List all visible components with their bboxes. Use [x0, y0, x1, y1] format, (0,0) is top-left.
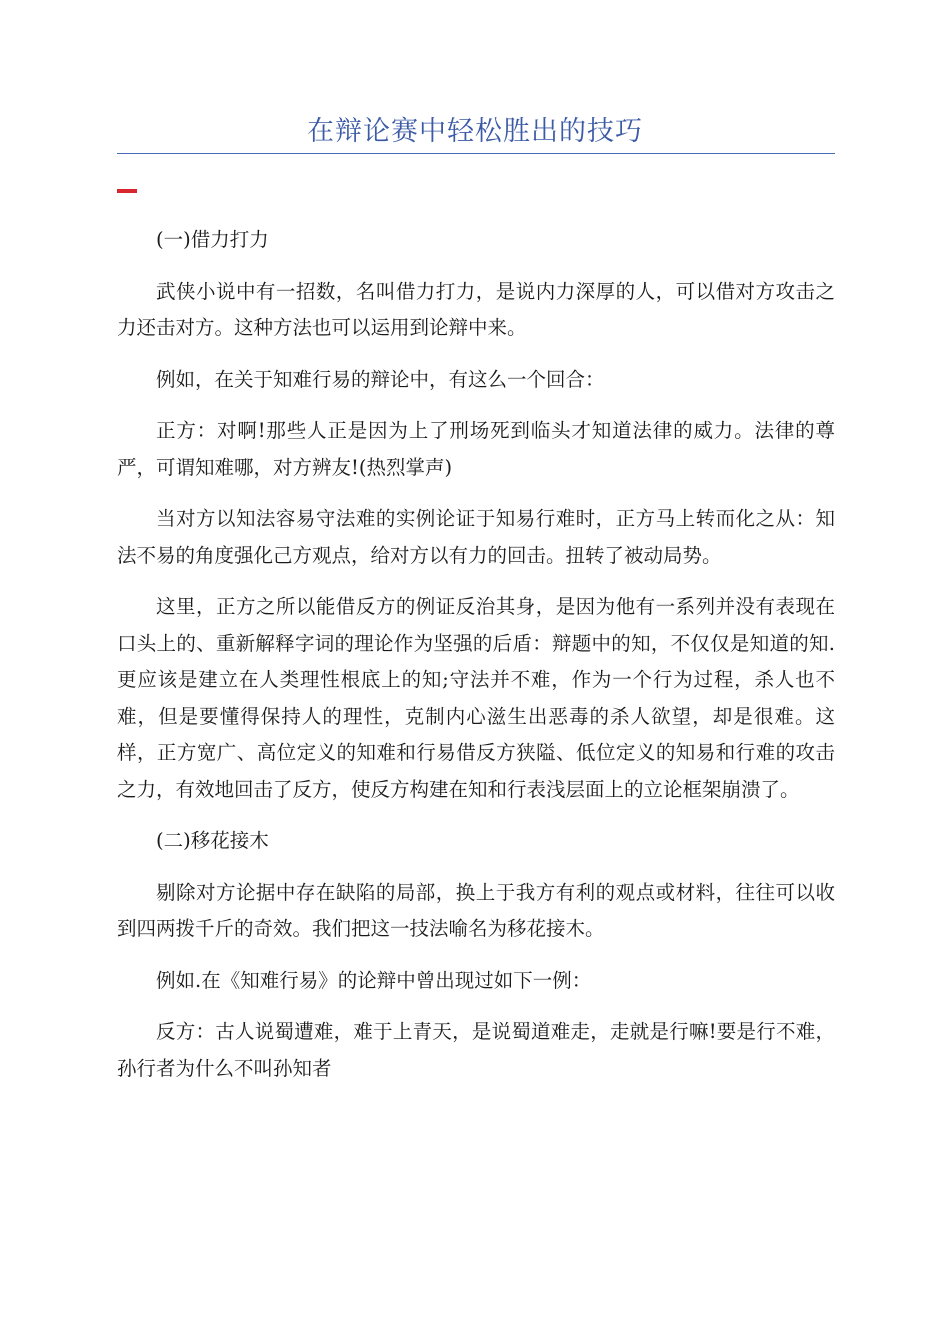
section-heading-2: (二)移花接木: [156, 829, 269, 852]
red-accent-mark: [117, 189, 137, 193]
section-heading-1: (一)借力打力: [156, 228, 269, 251]
title-underline: [117, 153, 835, 154]
document-body: [117, 222, 835, 1102]
paragraph: 这里，正方之所以能借反方的例证反治其身，是因为他有一系列并没有表现在口头上的、重新解释字词的理论作为坚强的后盾：辩题中的知，不仅仅是知道的知.更应该是建立在人类理性根底上的知;守法并不难，作为一个行为过程，杀人也不难，但是要懂得保持人的理性，克制内心滋生出恶毒的杀人欲望，却是很难。这样，正方宽广、高位定义的知难和行易借反方狭隘、低位定义的知易和行难的攻击之力，有效地回击了反方，使反方构建在知和行表浅层面上的立论框架崩溃了。: [117, 595, 835, 801]
paragraph: 反方：古人说蜀遭难，难于上青天，是说蜀道难走，走就是行嘛!要是行不难，孙行者为什么不叫孙知者: [117, 1020, 835, 1080]
paragraph: 当对方以知法容易守法难的实例论证于知易行难时，正方马上转而化之从：知法不易的角度强化己方观点，给对方以有力的回击。扭转了被动局势。: [117, 507, 835, 567]
paragraph: 剔除对方论据中存在缺陷的局部，换上于我方有利的观点或材料，往往可以收到四两拨千斤的奇效。我们把这一技法喻名为移花接木。: [117, 880, 835, 940]
paragraph: 例如，在关于知难行易的辩论中，有这么一个回合：: [156, 367, 605, 391]
paragraph: 正方：对啊!那些人正是因为上了刑场死到临头才知道法律的威力。法律的尊严，可谓知难哪，对方辨友!(热烈掌声): [117, 419, 835, 479]
paragraph: 例如.在《知难行易》的论辩中曾出现过如下一例：: [156, 968, 592, 992]
paragraph: 武侠小说中有一招数，名叫借力打力，是说内力深厚的人，可以借对方攻击之力还击对方。这种方法也可以运用到论辩中来。: [117, 279, 835, 339]
document-title: 在辩论赛中轻松胜出的技巧: [307, 116, 643, 147]
